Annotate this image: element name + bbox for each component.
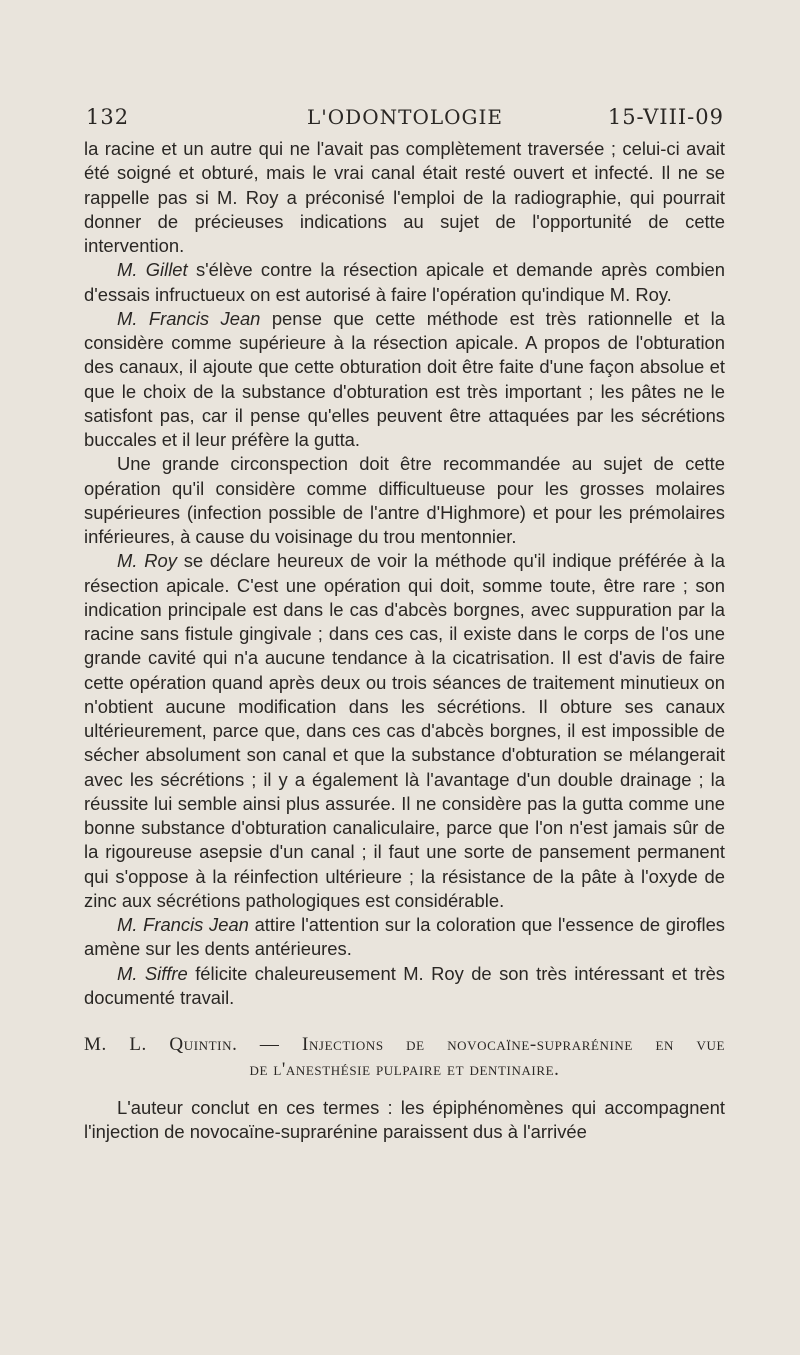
- body-text: [84, 137, 725, 1145]
- issue-date: 15-VIII-09: [607, 105, 724, 129]
- paragraph: M. Francis Jean pense que cette méthode est très rationnelle et la considère comme supérieure à la résection apicale. A propos de l'obturation des canaux, il ajoute que cette obturation doit être faite d'une façon absolue et que le choix de la substance d'obturation est très important ; les pâtes ne le satisfont pas, car il pense qu'elles peuvent être attaquées par les sécrétions buccales et il leur préfère la gutta.: [84, 307, 725, 450]
- page-number: 132: [86, 105, 130, 129]
- speaker-name: M. Francis Jean: [117, 914, 249, 935]
- paragraph: Une grande circonspection doit être recommandée au sujet de cette opération qu'il considère comme difficultueuse pour les grosses molaires supérieures (infection possible de l'antre d'Highmore) et pour les prémolaires inférieures, à cause du voisinage du trou mentonnier.: [84, 453, 725, 547]
- running-header: [86, 102, 724, 132]
- paragraph: M. Francis Jean attire l'attention sur la coloration que l'essence de girofles amène sur les dents antérieures.: [84, 914, 725, 960]
- paragraph: M. Gillet s'élève contre la résection apicale et demande après combien d'essais infructueux on est autorisé à faire l'opération qu'indique M. Roy.: [84, 259, 725, 305]
- speaker-name: M. Francis Jean: [117, 307, 261, 329]
- paragraph: M. Roy se déclare heureux de voir la méthode qu'il indique préférée à la résection apicale. C'est une opération qui doit, somme toute, être rare ; son indication principale est dans le cas d'abcès borgnes, avec suppuration par la racine sans fistule gingivale ; dans ces cas, il existe dans le corps de l'os une grande cavité qui n'a aucune tendance à la cicatrisation. Il est d'avis de faire cette opération quand après deux ou trois séances de traitement minutieux on n'obtient aucune modification dans les sécrétions. Il obture ses canaux ultérieurement, parce que, dans ces cas d'abcès borgnes, il est impossible de sécher absolument son canal et que la substance d'obturation se mélangerait avec les sécrétions ; il y a également là l'avantage d'un double drainage ; la réussite lui semble ainsi plus assurée. Il ne considère pas la gutta comme une bonne substance d'obturation canaliculaire, parce que l'on n'est jamais sûr de la rigoureuse asepsie d'un canal ; il faut une sorte de pansement permanent qui s'oppose à la réinfection ultérieure ; la résistance de la pâte à l'oxyde de zinc aux sécrétions pathologiques est considérable.: [84, 550, 725, 911]
- journal-title: L'ODONTOLOGIE: [307, 105, 503, 129]
- speaker-name: M. Gillet: [117, 259, 188, 281]
- paragraph: L'auteur conclut en ces termes : les épiphénomènes qui accompagnent l'injection de novocaïne-suprarénine paraissent dus à l'arrivée: [84, 1097, 725, 1143]
- paragraph: M. Siffre félicite chaleureusement M. Roy de son très intéressant et très documenté travail.: [84, 962, 725, 1008]
- section-heading-line1: M. L. Quintin. — Injections de novocaïne-suprarénine en vue: [84, 1034, 725, 1055]
- section-heading-line2: de l'anesthésie pulpaire et dentinaire.: [249, 1059, 560, 1080]
- speaker-name: M. Siffre: [117, 962, 188, 984]
- paragraph: la racine et un autre qui ne l'avait pas complètement traversée ; celui-ci avait été soigné et obturé, mais le vrai canal était resté ouvert et infecté. Il ne se rappelle pas si M. Roy a préconisé l'emploi de la radiographie, qui pourrait donner de précieuses indications au sujet de l'opportunité de cette intervention.: [84, 138, 725, 256]
- speaker-name: M. Roy: [117, 550, 177, 572]
- section-heading: [84, 1032, 725, 1082]
